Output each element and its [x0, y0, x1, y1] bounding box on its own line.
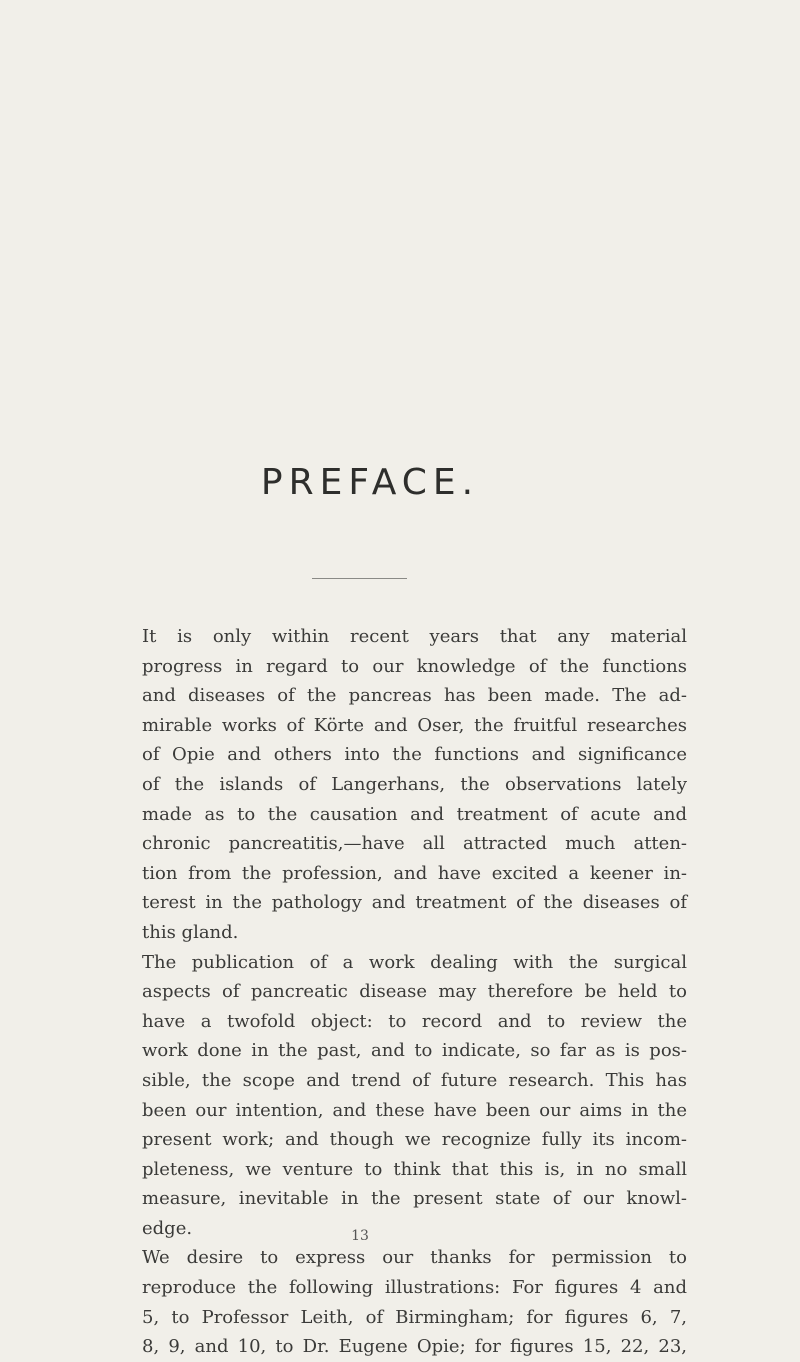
text-line: The publication of a work dealing with the surgical	[142, 951, 687, 973]
text-line: We desire to express our thanks for permission to	[142, 1247, 687, 1269]
text-line: 5, to Professor Leith, of Birmingham; for figures 6, 7,	[142, 1306, 687, 1328]
paragraph-1	[142, 622, 687, 948]
text-line: made as to the causation and treatment of acute and	[142, 803, 687, 825]
text-line: sible, the scope and trend of future research. This has	[142, 1069, 687, 1091]
text-line: chronic pancreatitis,—have all attracted much atten-	[142, 833, 687, 855]
page-number: 13	[351, 1228, 369, 1244]
paragraph-2	[142, 948, 687, 1244]
text-line: mirable works of Körte and Oser, the fruitful researches	[142, 714, 687, 736]
page-title: PREFACE.	[260, 462, 480, 503]
text-line: this gland.	[142, 921, 239, 943]
text-line: and diseases of the pancreas has been made. The ad-	[142, 685, 687, 707]
text-line: edge.	[142, 1217, 193, 1239]
title-divider	[312, 578, 407, 579]
text-line: present work; and though we recognize fully its incom-	[142, 1129, 687, 1151]
paragraph-3	[142, 1243, 687, 1361]
text-line: of the islands of Langerhans, the observations lately	[142, 773, 687, 795]
text-line: have a twofold object: to record and to review the	[142, 1010, 687, 1032]
text-line: pleteness, we venture to think that this is, in no small	[142, 1158, 687, 1180]
text-line: tion from the profession, and have excited a keener in-	[142, 862, 687, 884]
preface-body	[142, 622, 687, 1362]
text-line: terest in the pathology and treatment of the diseases of	[142, 892, 687, 914]
text-line: measure, inevitable in the present state of our knowl-	[142, 1188, 687, 1210]
text-line: 8, 9, and 10, to Dr. Eugene Opie; for figures 15, 22, 23,	[142, 1336, 687, 1358]
text-line: of Opie and others into the functions and significance	[142, 744, 687, 766]
text-line: progress in regard to our knowledge of the functions	[142, 655, 687, 677]
text-line: reproduce the following illustrations: For figures 4 and	[142, 1277, 687, 1299]
text-line: It is only within recent years that any material	[142, 626, 687, 647]
text-line: been our intention, and these have been our aims in the	[142, 1099, 687, 1121]
text-line: aspects of pancreatic disease may therefore be held to	[142, 981, 687, 1003]
text-line: work done in the past, and to indicate, so far as is pos-	[142, 1040, 687, 1062]
